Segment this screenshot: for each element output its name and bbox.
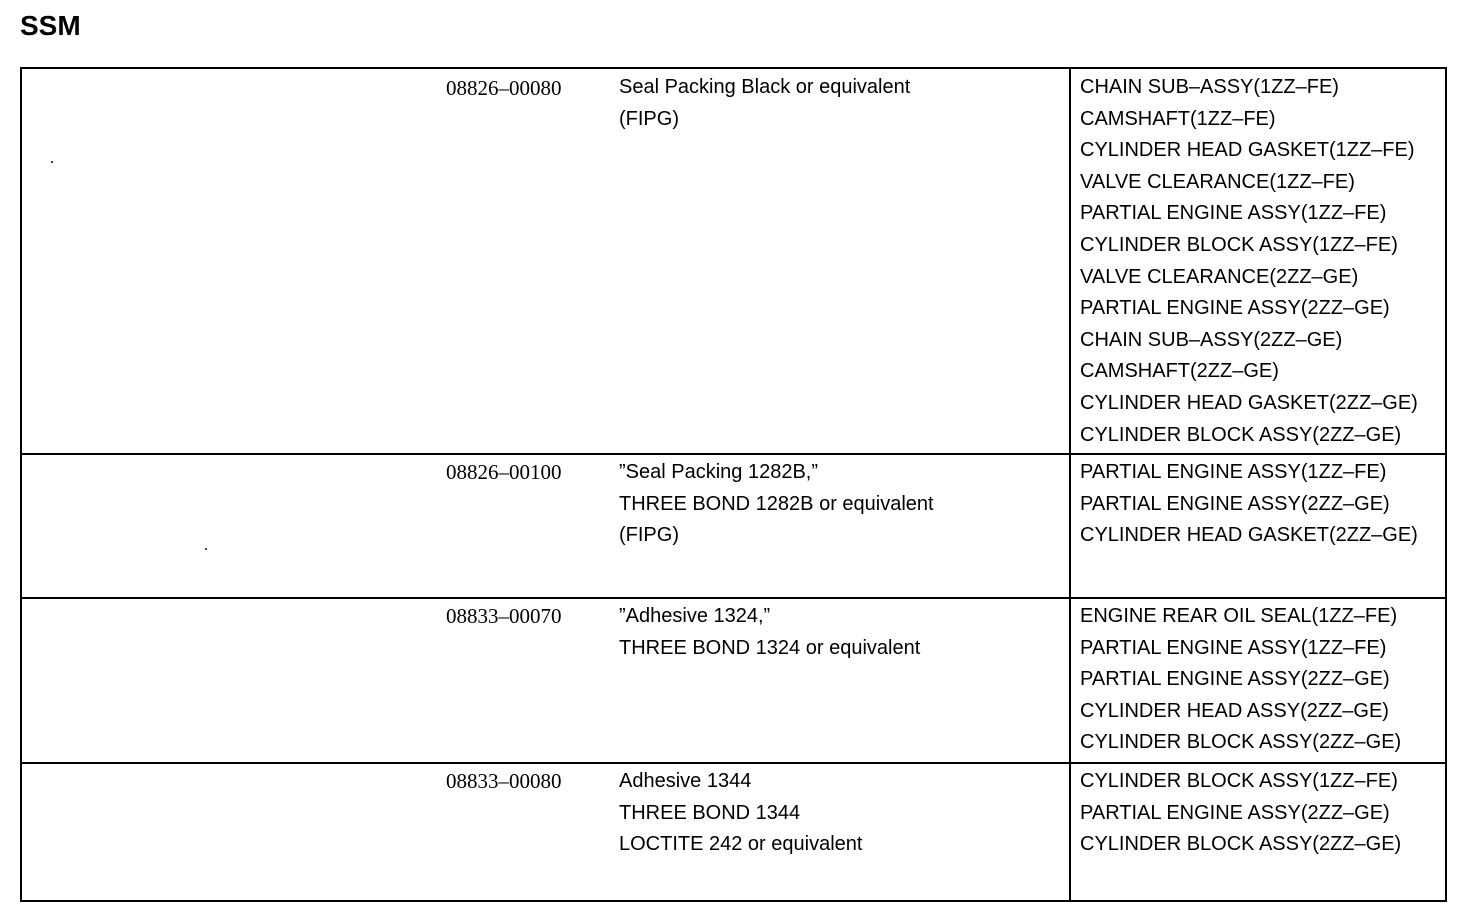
- application-item: CYLINDER HEAD GASKET(2ZZ–GE): [1080, 524, 1418, 547]
- applications: [1080, 457, 1418, 552]
- table-row: [22, 69, 1445, 455]
- part-number: 08826–00080: [446, 76, 562, 100]
- description: [619, 766, 862, 861]
- description-line: Adhesive 1344: [619, 770, 752, 792]
- application-item: CYLINDER HEAD GASKET(1ZZ–FE): [1080, 139, 1415, 162]
- scan-speck: [205, 548, 207, 550]
- table-row: [22, 764, 1445, 900]
- ssm-table: [20, 67, 1447, 902]
- scan-speck: [51, 161, 53, 163]
- column-divider: [1069, 764, 1071, 900]
- description-line: THREE BOND 1324 or equivalent: [619, 636, 921, 659]
- application-item: CHAIN SUB–ASSY(2ZZ–GE): [1080, 328, 1343, 351]
- application-item: PARTIAL ENGINE ASSY(2ZZ–GE): [1080, 801, 1390, 824]
- description-line: (FIPG): [619, 107, 679, 130]
- application-item: CYLINDER HEAD GASKET(2ZZ–GE): [1080, 391, 1418, 414]
- application-item: PARTIAL ENGINE ASSY(1ZZ–FE): [1080, 636, 1387, 659]
- application-item: CAMSHAFT(2ZZ–GE): [1080, 360, 1279, 383]
- part-number: 08826–00100: [446, 460, 562, 484]
- description-line: LOCTITE 242 or equivalent: [619, 833, 863, 856]
- application-item: VALVE CLEARANCE(2ZZ–GE): [1080, 265, 1359, 288]
- description-line: (FIPG): [619, 524, 679, 547]
- applications: [1080, 72, 1418, 451]
- part-number: 08833–00070: [446, 604, 562, 628]
- application-item: CYLINDER BLOCK ASSY(1ZZ–FE): [1080, 233, 1398, 256]
- description-line: THREE BOND 1344: [619, 801, 801, 824]
- table-row: [22, 455, 1445, 599]
- application-item: CYLINDER BLOCK ASSY(2ZZ–GE): [1080, 423, 1402, 446]
- description: [619, 457, 934, 552]
- application-item: PARTIAL ENGINE ASSY(2ZZ–GE): [1080, 297, 1390, 320]
- description-line: Seal Packing Black or equivalent: [619, 76, 911, 98]
- description: [619, 72, 910, 135]
- application-item: PARTIAL ENGINE ASSY(2ZZ–GE): [1080, 668, 1390, 691]
- application-item: PARTIAL ENGINE ASSY(2ZZ–GE): [1080, 492, 1390, 515]
- application-item: ENGINE REAR OIL SEAL(1ZZ–FE): [1080, 605, 1398, 627]
- application-item: PARTIAL ENGINE ASSY(1ZZ–FE): [1080, 461, 1387, 483]
- page-title: SSM: [20, 10, 81, 41]
- column-divider: [1069, 69, 1071, 453]
- description-line: ”Adhesive 1324,”: [619, 605, 771, 627]
- application-item: CYLINDER BLOCK ASSY(2ZZ–GE): [1080, 833, 1402, 856]
- application-item: CYLINDER BLOCK ASSY(1ZZ–FE): [1080, 770, 1398, 792]
- description: [619, 601, 920, 664]
- description-line: ”Seal Packing 1282B,”: [619, 461, 819, 483]
- applications: [1080, 601, 1401, 759]
- application-item: VALVE CLEARANCE(1ZZ–FE): [1080, 170, 1355, 193]
- table-row: [22, 599, 1445, 764]
- application-item: CYLINDER BLOCK ASSY(2ZZ–GE): [1080, 731, 1402, 754]
- application-item: CYLINDER HEAD ASSY(2ZZ–GE): [1080, 699, 1389, 722]
- part-number: 08833–00080: [446, 769, 562, 793]
- application-item: CHAIN SUB–ASSY(1ZZ–FE): [1080, 76, 1339, 98]
- applications: [1080, 766, 1401, 861]
- application-item: PARTIAL ENGINE ASSY(1ZZ–FE): [1080, 202, 1387, 225]
- application-item: CAMSHAFT(1ZZ–FE): [1080, 107, 1276, 130]
- column-divider: [1069, 455, 1071, 597]
- description-line: THREE BOND 1282B or equivalent: [619, 492, 934, 515]
- column-divider: [1069, 599, 1071, 762]
